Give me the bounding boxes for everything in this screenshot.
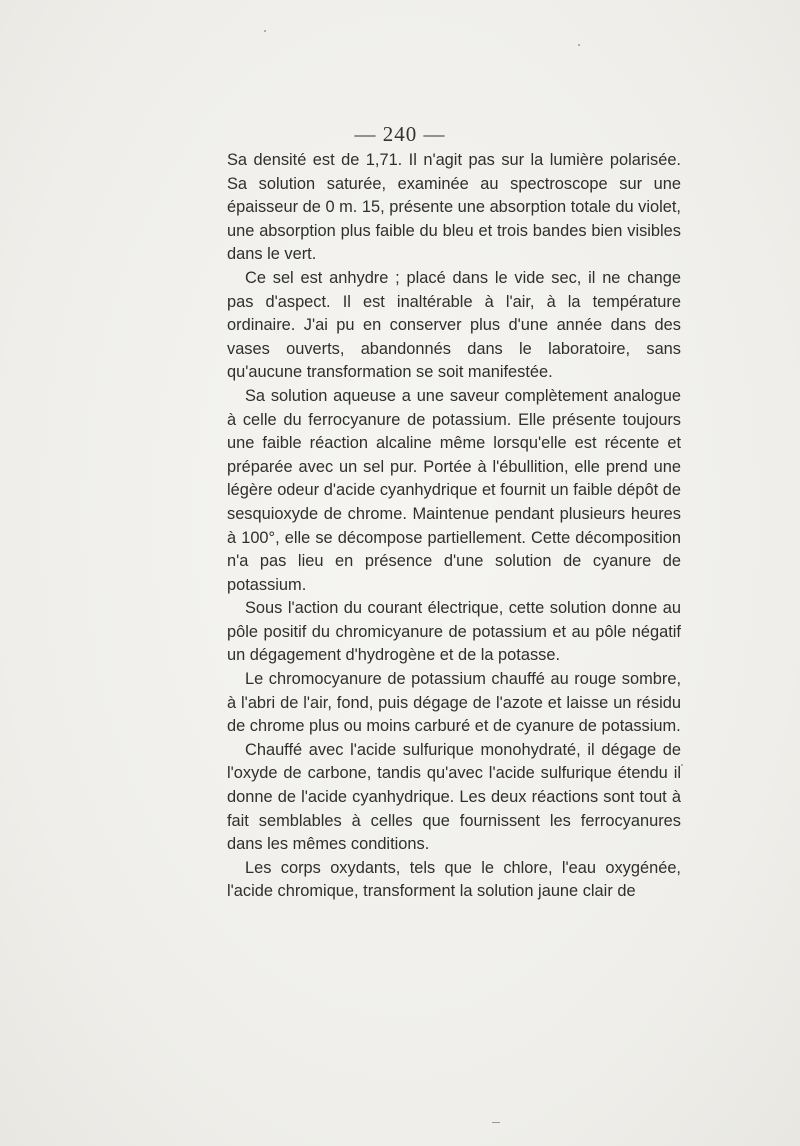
body-text <box>227 149 681 904</box>
paragraph: Sa solution aqueuse a une saveur complètement analogue à celle du ferrocyanure de potassium. Elle présente toujours une faible réaction alcaline même lorsqu'elle est récente et préparée avec un sel pur. Portée à l'ébullition, elle prend une légère odeur d'acide cyanhydrique et fournit un faible dépôt de sesquioxyde de chrome. Maintenue pendant plusieurs heures à 100°, elle se décompose partiellement. Cette décomposition n'a pas lieu en présence d'une solution de cyanure de potassium. <box>227 386 681 594</box>
paper-speck <box>264 30 266 32</box>
paper-speck <box>681 764 683 766</box>
paragraph: Chauffé avec l'acide sulfurique monohydraté, il dégage de l'oxyde de carbone, tandis qu'avec l'acide sulfurique étendu il donne de l'acide cyanhydrique. Les deux réactions sont tout à fait semblables à celles que fournissent les ferrocyanures dans les mêmes conditions. <box>227 740 681 854</box>
paragraph: Le chromocyanure de potassium chauffé au rouge sombre, à l'abri de l'air, fond, puis dégage de l'azote et laisse un résidu de chrome plus ou moins carburé et de cyanure de potassium. <box>227 670 681 736</box>
paragraph: Sa densité est de 1,71. Il n'agit pas sur la lumière polarisée. Sa solution saturée, examinée au spectroscope sur une épaisseur de 0 m. 15, présente une absorption totale du violet, une absorption plus faible du bleu et trois bandes bien visibles dans le vert. <box>227 151 681 264</box>
paper-speck <box>578 44 580 46</box>
paragraph: Les corps oxydants, tels que le chlore, l'eau oxygénée, l'acide chromique, transforment la solution jaune clair de <box>227 858 681 901</box>
paragraph: Sous l'action du courant électrique, cette solution donne au pôle positif du chromicyanure de potassium et au pôle négatif un dégagement d'hydrogène et de la potasse. <box>227 599 681 665</box>
paragraph: Ce sel est anhydre ; placé dans le vide sec, il ne change pas d'aspect. Il est inaltérable à l'air, à la température ordinaire. J'ai pu en conserver plus d'une année dans des vases ouverts, abandonnés dans le laboratoire, sans qu'aucune transformation se soit manifestée. <box>227 268 681 382</box>
page-number: — 240 — <box>354 122 446 146</box>
paper-speck <box>492 1122 500 1123</box>
